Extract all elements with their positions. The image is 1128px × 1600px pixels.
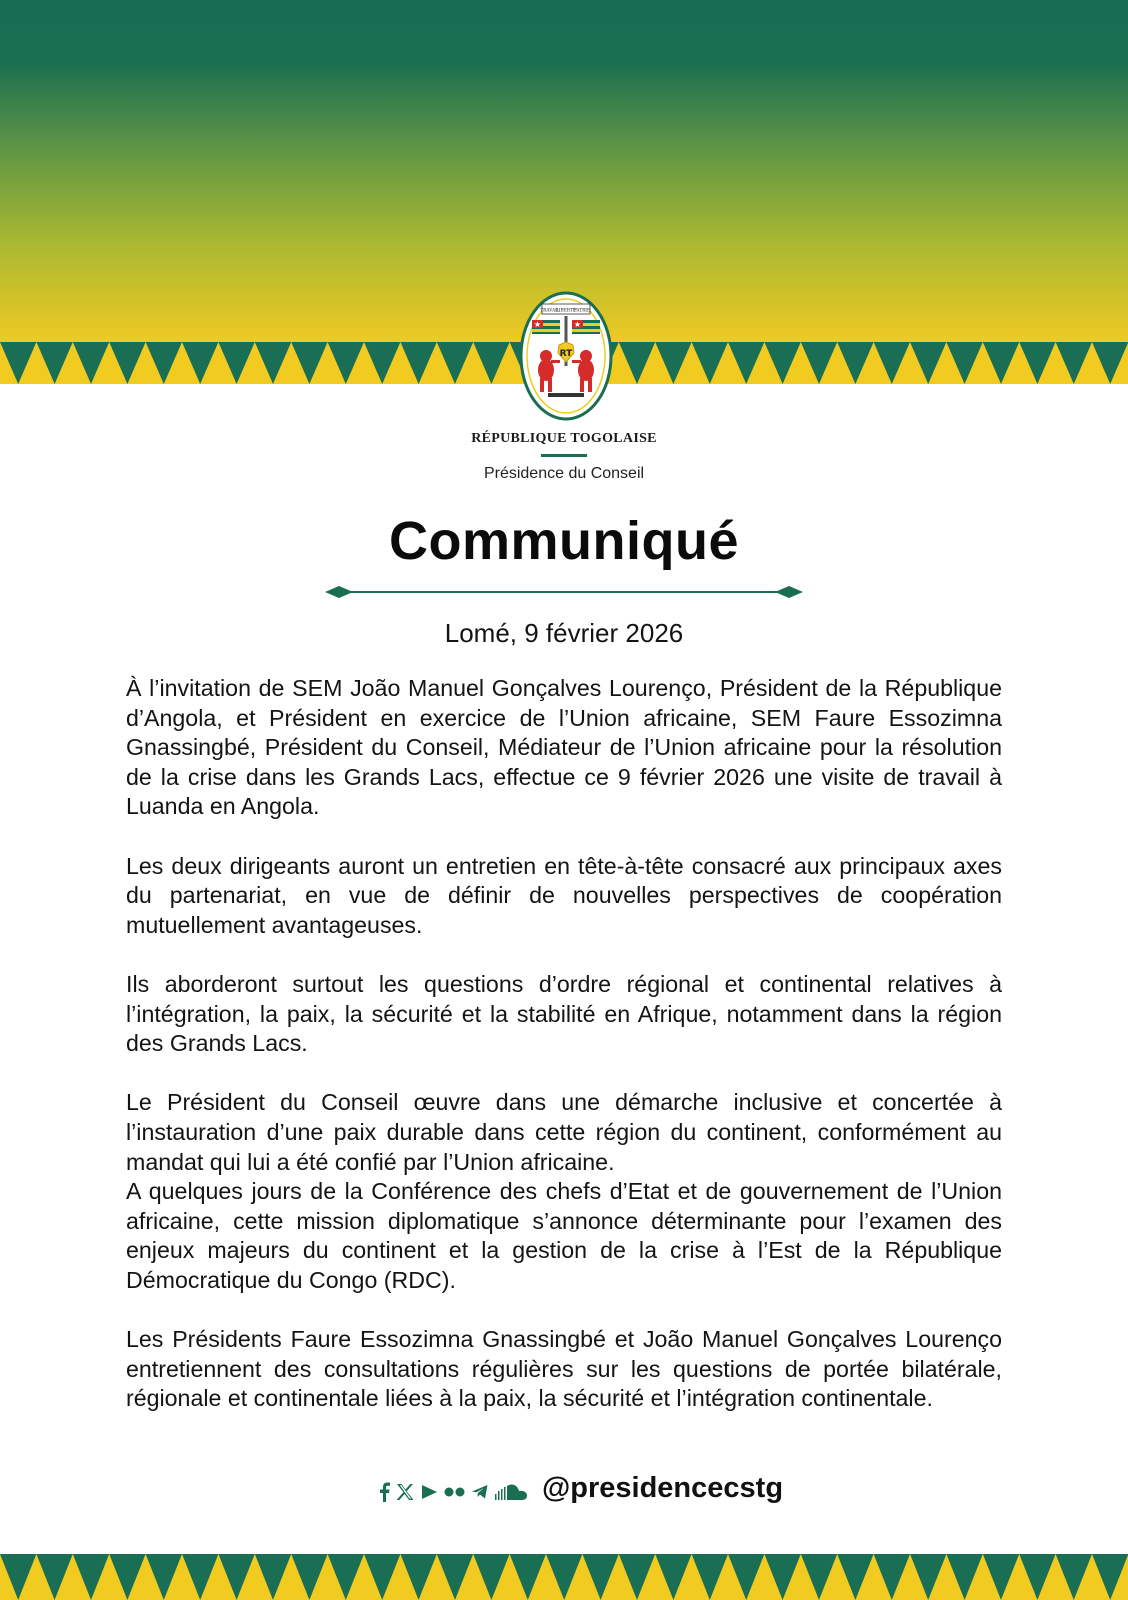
republic-divider <box>541 454 587 457</box>
republic-name: RÉPUBLIQUE TOGOLAISE <box>471 431 657 446</box>
paragraph: Le Président du Conseil œuvre dans une démarche inclusive et concertée à l’instauration d’une paix durable dans cette région du continent, conformément au mandat qui lui a été confié par l’Union africaine. <box>126 1089 1002 1175</box>
paragraph: Les deux dirigeants auront un entretien en tête-à-tête consacré aux principaux axes du partenariat, en vue de définir de nouvelles perspectives de coopération mutuellement avantageuses. <box>126 852 1002 938</box>
title-divider <box>325 585 803 599</box>
paragraph: Ils aborderont surtout les questions d’ordre régional et continental relatives à l’intégration, la paix, la sécurité et la stabilité en Afrique, notamment dans la région des Grands Lacs. <box>126 970 1002 1057</box>
emblem-motto-1: TRAVAIL <box>540 308 560 314</box>
togo-coat-of-arms-icon <box>518 290 614 422</box>
paragraph: A quelques jours de la Conférence des chefs d’Etat et de gouvernement de l’Union africaine, cette mission diplomatique s’annonce déterminante pour l’examen des enjeux majeurs du continent et la gestion de la crise à l’Est de la République Démocratique du Congo (RDC). <box>126 1178 1002 1293</box>
flickr-icon[interactable] <box>444 1481 466 1503</box>
communique-body <box>126 674 1002 1414</box>
paragraph: À l’invitation de SEM João Manuel Gonçalves Lourenço, Président de la République d’Angola, et Président en exercice de l’Union africaine, SEM Faure Essozimna Gnassingbé, Président du Conseil, Médiateur de l’Union africaine pour la résolution de la crise dans les Grands Lacs, effectue ce 9 février 2026 une visite de travail à Luanda en Angola. <box>126 675 1002 820</box>
flag-right-icon <box>572 320 600 334</box>
soundcloud-icon[interactable] <box>494 1481 528 1503</box>
bottom-triangle-band <box>0 1554 1128 1600</box>
emblem-motto-3: PATRIE <box>573 308 591 314</box>
office-name: Présidence du Conseil <box>483 465 645 482</box>
emblem-motto-2: LIBERTÉ <box>555 308 577 314</box>
emblem-initials: RT <box>559 349 573 359</box>
page-title: Communiqué <box>389 511 739 571</box>
youtube-icon[interactable] <box>420 1481 438 1503</box>
facebook-icon[interactable] <box>378 1481 390 1503</box>
telegram-icon[interactable] <box>472 1481 488 1503</box>
social-handle[interactable]: @presidencecstg <box>542 1472 784 1504</box>
social-icons <box>378 1474 528 1510</box>
document-date: Lomé, 9 février 2026 <box>444 618 684 648</box>
flag-left-icon <box>532 320 560 334</box>
x-icon[interactable] <box>396 1481 414 1503</box>
paragraph: Les Présidents Faure Essozimna Gnassingbé et João Manuel Gonçalves Lourenço entretiennent des consultations régulières sur les questions de portée bilatérale, régionale et continentale liées à la paix, la sécurité et l’intégration continentale. <box>126 1326 1002 1412</box>
